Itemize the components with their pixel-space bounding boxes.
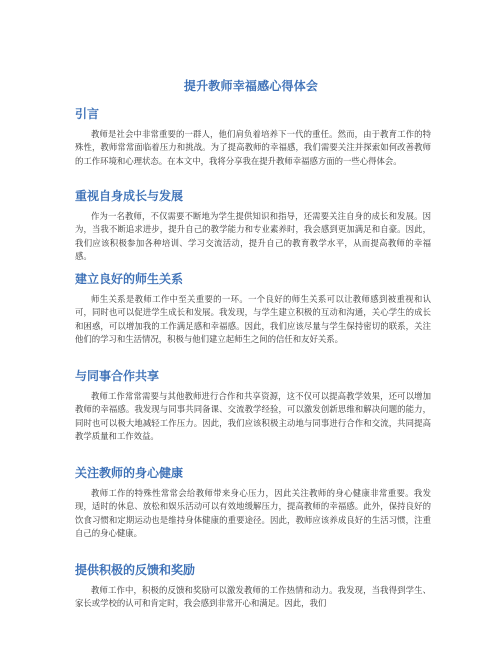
section-paragraph: 教师是社会中非常重要的一群人，他们肩负着培养下一代的重任。然而，由于教育工作的特殊性，教师常常面临着压力和挑战。为了提高教师的幸福感，我们需要关注并探索如何改善教师的工作环境和心理状态。在本文中，我将分享我在提升教师幸福感方面的一些心得体会。 [75, 129, 431, 166]
document-title: 提升教师幸福感心得体会 [183, 79, 319, 93]
section-paragraph: 教师工作常常需要与其他教师进行合作和共享资源，这不仅可以提高教学效果，还可以增加教师的幸福感。我发现与同事共同备课、交流教学经验，可以激发创新思维和解决问题的能力，同时也可以极大地减轻工作压力。因此，我们应该积极主动地与同事进行合作和交流，共同提高教学质量和工作效益。 [75, 391, 431, 442]
section-teacher-student-relationship [75, 271, 431, 347]
section-heading: 与同事合作共享 [75, 369, 160, 383]
section-paragraph: 作为一名教师，不仅需要不断地为学生提供知识和指导，还需要关注自身的成长和发展。因为，当我不断追求进步，提升自己的教学能力和专业素养时，我会感到更加满足和自豪。因此，我们应该积极参加各种培训、学习交流活动，提升自己的教育教学水平，从而提高教师的幸福感。 [75, 211, 431, 262]
section-self-growth [75, 188, 431, 264]
section-colleague-cooperation [75, 368, 431, 444]
section-paragraph: 教师工作的特殊性常常会给教师带来身心压力，因此关注教师的身心健康非常重要。我发现，适时的休息、放松和娱乐活动可以有效地缓解压力，提高教师的幸福感。此外，保持良好的饮食习惯和定期运动也是维持身体健康的重要途径。因此，教师应该养成良好的生活习惯，注重自己的身心健康。 [75, 488, 431, 539]
section-heading: 重视自身成长与发展 [75, 189, 184, 203]
section-physical-mental-health [75, 465, 431, 541]
section-heading: 关注教师的身心健康 [75, 466, 184, 480]
section-paragraph: 师生关系是教师工作中至关重要的一环。一个良好的师生关系可以让教师感到被重视和认可，同时也可以促进学生成长和发展。我发现，与学生建立积极的互动和沟通，关心学生的成长和困惑，可以增加我的工作满足感和幸福感。因此，我们应该尽量与学生保持密切的联系，关注他们的学习和生活情况，积极与他们建立起师生之间的信任和友好关系。 [75, 294, 431, 345]
section-paragraph: 教师工作中，积极的反馈和奖励可以激发教师的工作热情和动力。我发现，当我得到学生、家长或学校的认可和肯定时，我会感到非常开心和满足。因此，我们 [75, 585, 431, 609]
section-feedback-rewards [75, 562, 431, 611]
section-heading: 建立良好的师生关系 [75, 272, 184, 286]
section-heading: 提供积极的反馈和奖励 [75, 563, 196, 577]
section-introduction [75, 106, 431, 168]
section-heading: 引言 [75, 107, 100, 121]
